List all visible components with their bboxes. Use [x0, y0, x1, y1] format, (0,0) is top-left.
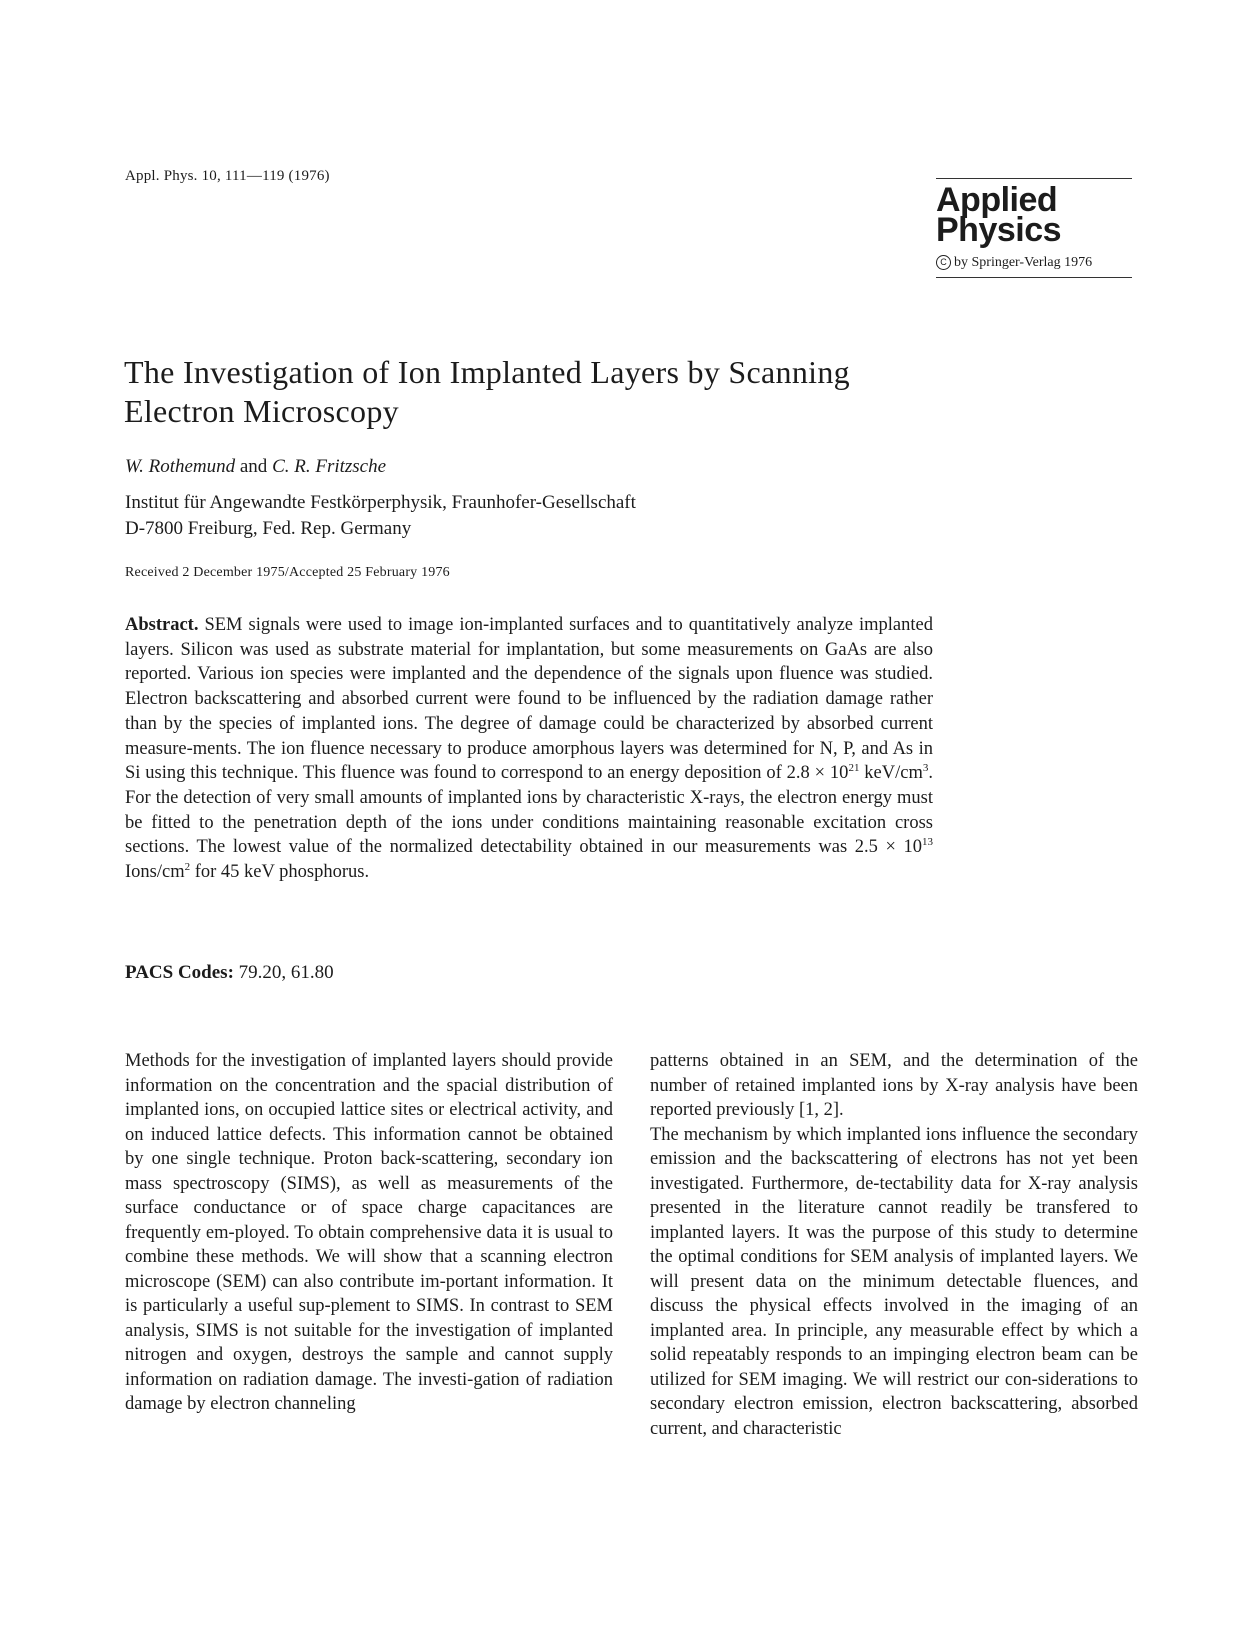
affiliation-line-2: D-7800 Freiburg, Fed. Rep. Germany	[125, 518, 412, 539]
affiliation-line-1: Institut für Angewandte Festkörperphysik, Fraunhofer-Gesellschaft	[125, 492, 636, 513]
journal-logo-block	[936, 178, 1132, 278]
journal-citation: Appl. Phys. 10, 111—119 (1976)	[125, 168, 330, 184]
body-paragraph-3: The mechanism by which implanted ions influence the secondary emission and the backscattering of electrons has not yet been investigated. Furthermore, de-tectability data for X-ray analysis presented in the literature cannot readily be transfered to implanted layers. It was the purpose of this study to determine the optimal conditions for SEM analysis of implanted layers. We will present data on the minimum detectable fluences, and discuss the physical effects involved in the imaging of an implanted area. In principle, any measurable effect by which a solid repeatably responds to an impinging electron beam can be utilized for SEM imaging. We will restrict our con-siderations to secondary electron emission, electron backscattering, absorbed current, and characteristic	[650, 1124, 1138, 1439]
authors	[125, 456, 386, 478]
received-dates: Received 2 December 1975/Accepted 25 February 1976	[125, 565, 450, 580]
bottom-rule	[936, 277, 1132, 278]
abstract-text-3: . For the detection of very small amounts of implanted ions by characteristic X-rays, the electron energy must be fitted to the penetration depth of the ions under conditions maintaining reasonable excitation cross sections. The lowest value of the normalized detectability obtained in our measurements was 2.5 × 10	[125, 763, 933, 858]
journal-name-line1: Applied	[936, 181, 1058, 219]
publisher-text: by Springer-Verlag 1976	[954, 255, 1093, 270]
abstract-text-5: for 45 keV phosphorus.	[190, 862, 370, 883]
top-rule	[936, 178, 1132, 179]
abstract-exponent-4: 2	[184, 861, 191, 874]
abstract-exponent-2: 3	[922, 762, 929, 775]
journal-logo	[936, 181, 1132, 249]
pacs-label: PACS Codes:	[125, 962, 234, 983]
abstract	[125, 613, 933, 885]
copyright-line	[936, 255, 1132, 271]
body-paragraph-1: Methods for the investigation of implanted layers should provide information on the concentration and the spacial distribution of implanted ions, on occupied lattice sites or electrical activity, and on induced lattice defects. This information cannot be obtained by one single technique. Proton back-scattering, secondary ion mass spectroscopy (SIMS), as well as measurements of the surface conductance or of space charge capacitances are frequently em-ployed. To obtain comprehensive data it is usual to combine these methods. We will show that a scanning electron microscope (SEM) can also contribute im-portant information. It is particularly a useful sup-plement to SIMS. In contrast to SEM analysis, SIMS is not suitable for the investigation of implanted nitrogen and oxygen, destroys the sample and cannot supply information on radiation damage. The investi-gation of radiation damage by electron channeling	[125, 1051, 613, 1414]
copyright-icon: C	[936, 255, 951, 270]
author-2: C. R. Fritzsche	[272, 456, 387, 477]
journal-name-line2: Physics	[936, 211, 1062, 249]
pacs-codes	[125, 962, 334, 984]
author-1: W. Rothemund	[125, 456, 236, 477]
abstract-text-1: SEM signals were used to image ion-implanted surfaces and to quantitatively analyze implanted layers. Silicon was used as substrate material for implantation, but some measurements on GaAs are also reported. Various ion species were implanted and the dependence of the signals upon fluence was studied. Electron backscattering and absorbed current were found to be influenced by the radiation damage rather than by the species of implanted ions. The degree of damage could be characterized by absorbed current measure-ments. The ion fluence necessary to produce amorphous layers was determined for N, P, and As in Si using this technique. This fluence was found to correspond to an energy deposition of 2.8 × 10	[125, 615, 933, 784]
abstract-exponent-1: 21	[848, 762, 860, 775]
body-left-column	[125, 1049, 613, 1417]
abstract-exponent-3: 13	[922, 836, 933, 849]
abstract-text-2: keV/cm	[859, 763, 923, 784]
body-right-column	[650, 1049, 1138, 1441]
pacs-values: 79.20, 61.80	[238, 962, 334, 983]
body-paragraph-2: patterns obtained in an SEM, and the determination of the number of retained implanted ions by X-ray analysis have been reported previously [1, 2].	[650, 1051, 1138, 1120]
affiliation	[125, 490, 636, 542]
abstract-label: Abstract.	[125, 615, 199, 635]
author-conjunction: and	[239, 456, 268, 477]
abstract-text-4: Ions/cm	[125, 862, 185, 883]
paper-title: The Investigation of Ion Implanted Layers by Scanning Electron Microscopy	[124, 354, 850, 429]
